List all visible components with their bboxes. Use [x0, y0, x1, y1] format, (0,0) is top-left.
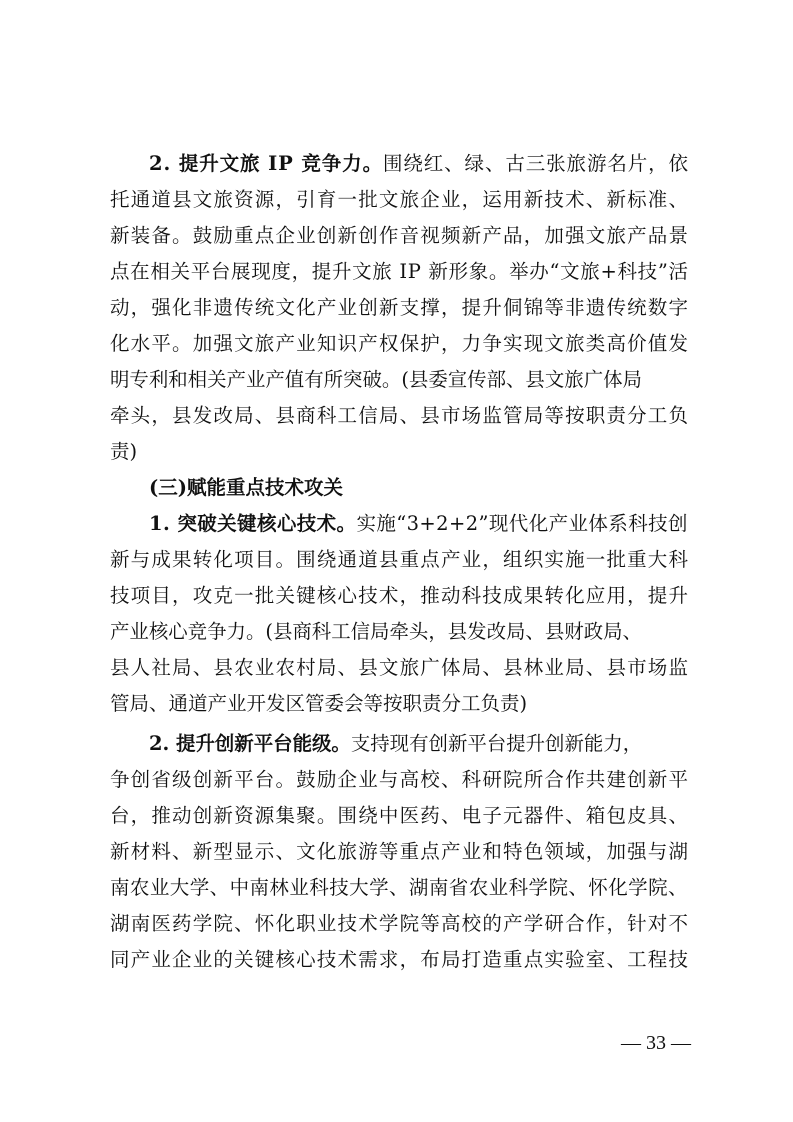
text-line [110, 686, 527, 722]
body-text-span: 产业核心竞争力。(县商科工信局牵头，县发改局、县财政局、 [110, 620, 642, 643]
body-text-span: 支持现有创新平台提升创新能力， [350, 732, 643, 755]
body-text-span: 台，推动创新资源集聚。围绕中医药、电子元器件、箱包皮具、 [110, 804, 690, 827]
text-line [149, 146, 689, 182]
body-text-span: 动，强化非遗传统文化产业创新支撑，提升侗锦等非遗传统数字 [110, 296, 690, 319]
bold-heading-text: 2. 提升文旅 IP 竞争力。 [149, 152, 383, 175]
body-text-span: 新与成果转化项目。围绕通道县重点产业，组织实施一批重大科 [110, 548, 690, 571]
text-line [110, 254, 689, 290]
text-line [110, 578, 689, 614]
text-line [110, 762, 689, 798]
body-text-span: 同产业企业的关键核心技术需求，布局打造重点实验室、工程技 [110, 948, 690, 971]
text-line [110, 362, 642, 398]
text-line [110, 542, 689, 578]
text-line [110, 398, 689, 434]
bold-heading-text: (三)赋能重点技术攻关 [149, 476, 343, 499]
body-text-span: 南农业大学、中南林业科技大学、湖南省农业科学院、怀化学院、 [110, 876, 688, 899]
body-text-span: 争创省级创新平台。鼓励企业与高校、科研院所合作共建创新平 [110, 768, 690, 791]
body-text-span: 技项目，攻克一批关键核心技术，推动科技成果转化应用，提升 [110, 584, 690, 607]
text-line [110, 326, 689, 362]
body-text-span: 明专利和相关产业产值有所突破。(县委宣传部、县文旅广体局 [110, 368, 642, 391]
text-line [110, 182, 689, 218]
text-line [110, 290, 689, 326]
body-text-span: 牵头，县发改局、县商科工信局、县市场监管局等按职责分工负 [110, 404, 690, 427]
text-line [110, 614, 642, 650]
body-text-span: 新材料、新型显示、文化旅游等重点产业和特色领域，加强与湖 [110, 840, 690, 863]
body-text-span: 新装备。鼓励重点企业创新创作音视频新产品，加强文旅产品景 [110, 224, 690, 247]
body-text-span: 化水平。加强文旅产业知识产权保护，力争实现文旅类高价值发 [110, 332, 690, 355]
body-text-span: 管局、通道产业开发区管委会等按职责分工负责) [110, 692, 528, 715]
text-line [110, 798, 689, 834]
text-line [110, 218, 689, 254]
text-line [110, 434, 137, 470]
bold-heading-text: 2. 提升创新平台能级。 [149, 732, 351, 755]
body-text-span: 湖南医药学院、怀化职业技术学院等高校的产学研合作，针对不 [110, 912, 690, 935]
page-number: — 33 — [621, 1032, 691, 1054]
text-line [110, 834, 689, 870]
body-text-span: 实施“3+2+2”现代化产业体系科技创 [356, 512, 688, 535]
body-text-span: 托通道县文旅资源，引育一批文旅企业，运用新技术、新标准、 [110, 188, 690, 211]
bold-heading-text: 1. 突破关键核心技术。 [149, 512, 357, 535]
text-line [110, 870, 688, 906]
body-text-span: 责) [110, 440, 138, 463]
body-text-span: 围绕红、绿、古三张旅游名片，依 [382, 152, 689, 175]
body-text-span: 县人社局、县农业农村局、县文旅广体局、县林业局、县市场监 [110, 656, 690, 679]
body-text-span: 点在相关平台展现度，提升文旅 IP 新形象。举办“文旅+科技”活 [110, 260, 689, 283]
text-line [110, 650, 689, 686]
text-line [110, 942, 689, 978]
text-line [149, 506, 688, 542]
text-line [149, 726, 642, 762]
text-line [110, 906, 689, 942]
text-line [149, 470, 343, 506]
